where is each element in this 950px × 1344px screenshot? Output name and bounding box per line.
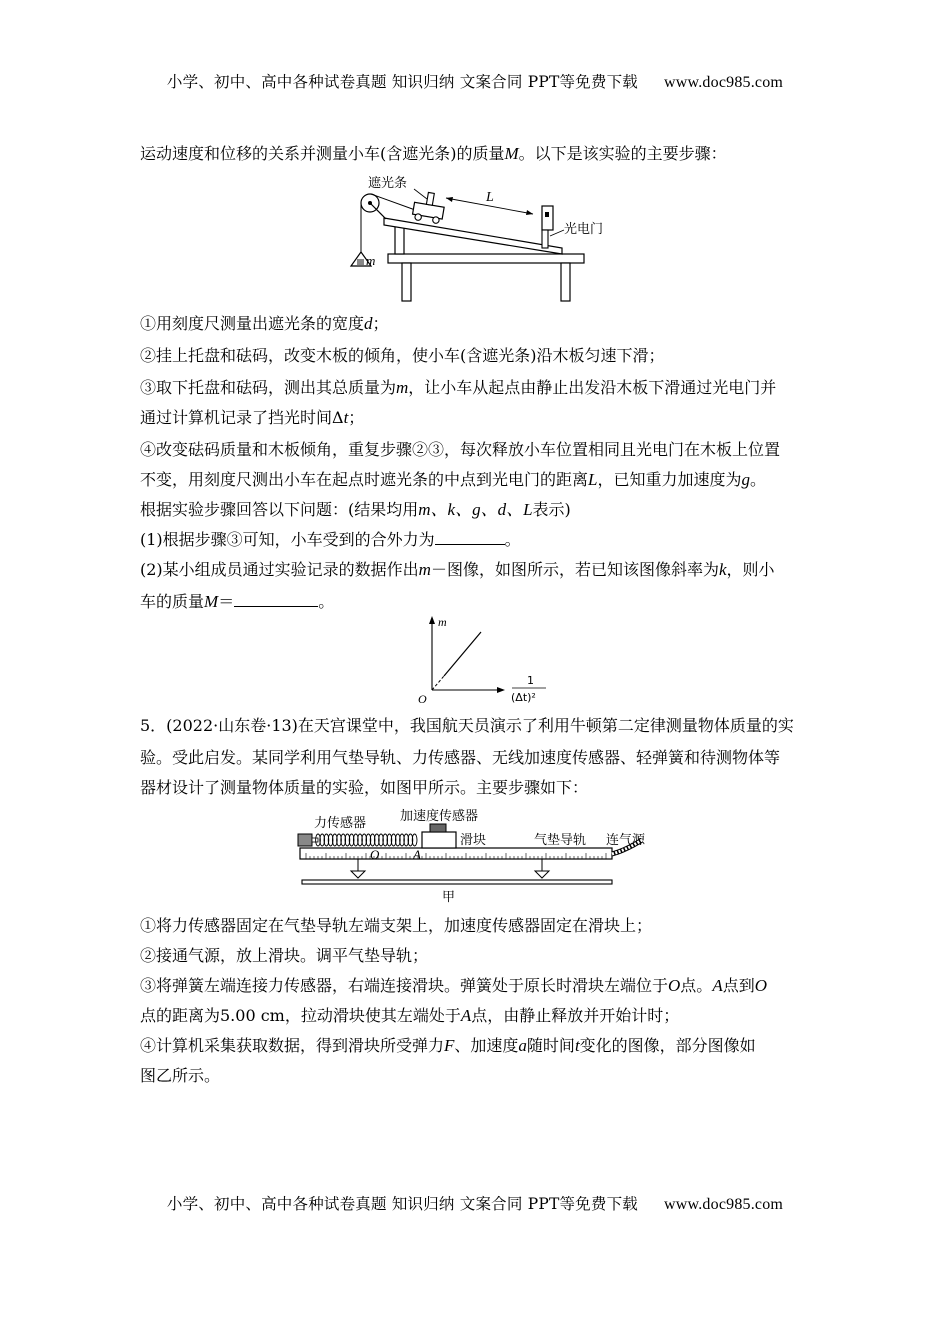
q5-step-2: ②接通气源，放上滑块。调平气垫导轨；	[140, 946, 429, 965]
q4-instruction: 根据实验步骤回答以下问题：(结果均用m、k、g、d、L表示)	[140, 500, 571, 519]
table-leg-left	[402, 263, 411, 301]
footer-url[interactable]: www.doc985.com	[664, 1196, 784, 1213]
q5-line-1: 5．(2022·山东卷·13)在天宫课堂中，我国航天员演示了利用牛顿第二定律测量物体质量的实	[140, 716, 794, 735]
q4-step-4-cont: 不变，用刻度尺测出小车在起点时遮光条的中点到光电门的距离L，已知重力加速度为g。	[140, 470, 767, 489]
label-air: 连气源	[606, 833, 646, 848]
label-m: m	[366, 253, 376, 268]
label-strip: 遮光条	[368, 176, 408, 191]
label-O: O	[370, 847, 380, 862]
q4-part-2-cont: 车的质量M＝ 。	[140, 592, 335, 611]
answer-blank-1[interactable]	[435, 530, 505, 545]
label-gate: 光电门	[564, 222, 604, 237]
q5-step-3: ③将弹簧左端连接力传感器，右端连接滑块。弹簧处于原长时滑块左端位于O点。A点到O	[140, 976, 767, 995]
photogate	[542, 206, 553, 230]
q5-step-1: ①将力传感器固定在气垫导轨左端支架上，加速度传感器固定在滑块上；	[140, 916, 653, 935]
air-track-figure	[296, 806, 656, 906]
q4-part-2: (2)某小组成员通过实验记录的数据作出m－图像，如图所示，若已知该图像斜率为k，则小	[140, 560, 775, 579]
graph-line	[444, 632, 481, 676]
air-track	[300, 848, 612, 859]
label-slider: 滑块	[460, 833, 487, 848]
table-top	[388, 254, 584, 263]
q5-line-3: 器材设计了测量物体质量的实验，如图甲所示。主要步骤如下：	[140, 778, 589, 797]
track-base	[302, 880, 612, 884]
label-force-sensor: 力传感器	[314, 816, 367, 831]
q4-intro: 运动速度和位移的关系并测量小车(含遮光条)的质量M。以下是该实验的主要步骤：	[140, 144, 727, 163]
q4-step-3: ③取下托盘和砝码，测出其总质量为m，让小车从起点由静止出发沿木板下滑通过光电门并	[140, 378, 777, 397]
spring	[316, 834, 417, 846]
q5-step-3-cont: 点的距离为5.00 cm，拉动滑块使其左端处于A点，由静止释放并开始计时；	[140, 1006, 680, 1025]
force-sensor	[298, 834, 312, 846]
answer-blank-2[interactable]	[234, 592, 318, 607]
q5-step-4-cont: 图乙所示。	[140, 1066, 221, 1085]
accel-sensor	[430, 824, 446, 832]
graph-x-den: (Δt)²	[511, 691, 536, 704]
header-text: 小学、初中、高中各种试卷真题 知识归纳 文案合同 PPT等免费下载	[166, 73, 638, 91]
label-A: A	[413, 847, 421, 862]
cart	[412, 190, 446, 224]
q4-part-1: (1)根据步骤③可知，小车受到的合外力为 。	[140, 530, 521, 549]
graph-x-num: 1	[527, 674, 534, 687]
label-L: L	[486, 190, 494, 205]
label-accel-sensor: 加速度传感器	[400, 809, 479, 824]
m-graph	[410, 614, 570, 706]
q5-line-2: 验。受此启发。某同学利用气垫导轨、力传感器、无线加速度传感器、轻弹簧和待测物体等	[140, 748, 781, 767]
table-leg-right	[561, 263, 570, 301]
light-strip	[426, 192, 434, 205]
graph-origin: O	[418, 692, 427, 706]
q4-step-4: ④改变砝码质量和木板倾角，重复步骤②③，每次释放小车位置相同且光电门在木板上位置	[140, 440, 781, 459]
q4-step-2: ②挂上托盘和砝码，改变木板的倾角，使小车(含遮光条)沿木板匀速下滑；	[140, 346, 665, 365]
header-url[interactable]: www.doc985.com	[664, 74, 784, 91]
page-header	[0, 70, 950, 92]
page-footer	[0, 1192, 950, 1214]
graph-y-label: m	[438, 615, 447, 629]
q5-step-4: ④计算机采集获取数据，得到滑块所受弹力F、加速度a随时间t变化的图像，部分图像如	[140, 1036, 756, 1055]
graph-dashed-segment	[432, 676, 444, 690]
q4-step-1: ①用刻度尺测量出遮光条的宽度d；	[140, 314, 389, 333]
figure-caption-jia: 甲	[442, 890, 456, 905]
q4-step-3-cont: 通过计算机记录了挡光时间Δt；	[140, 408, 365, 427]
inclined-board	[384, 218, 562, 254]
footer-text: 小学、初中、高中各种试卷真题 知识归纳 文案合同 PPT等免费下载	[166, 1195, 638, 1213]
label-track: 气垫导轨	[534, 833, 587, 848]
incline-apparatus-figure	[340, 168, 604, 306]
slider	[422, 832, 456, 848]
